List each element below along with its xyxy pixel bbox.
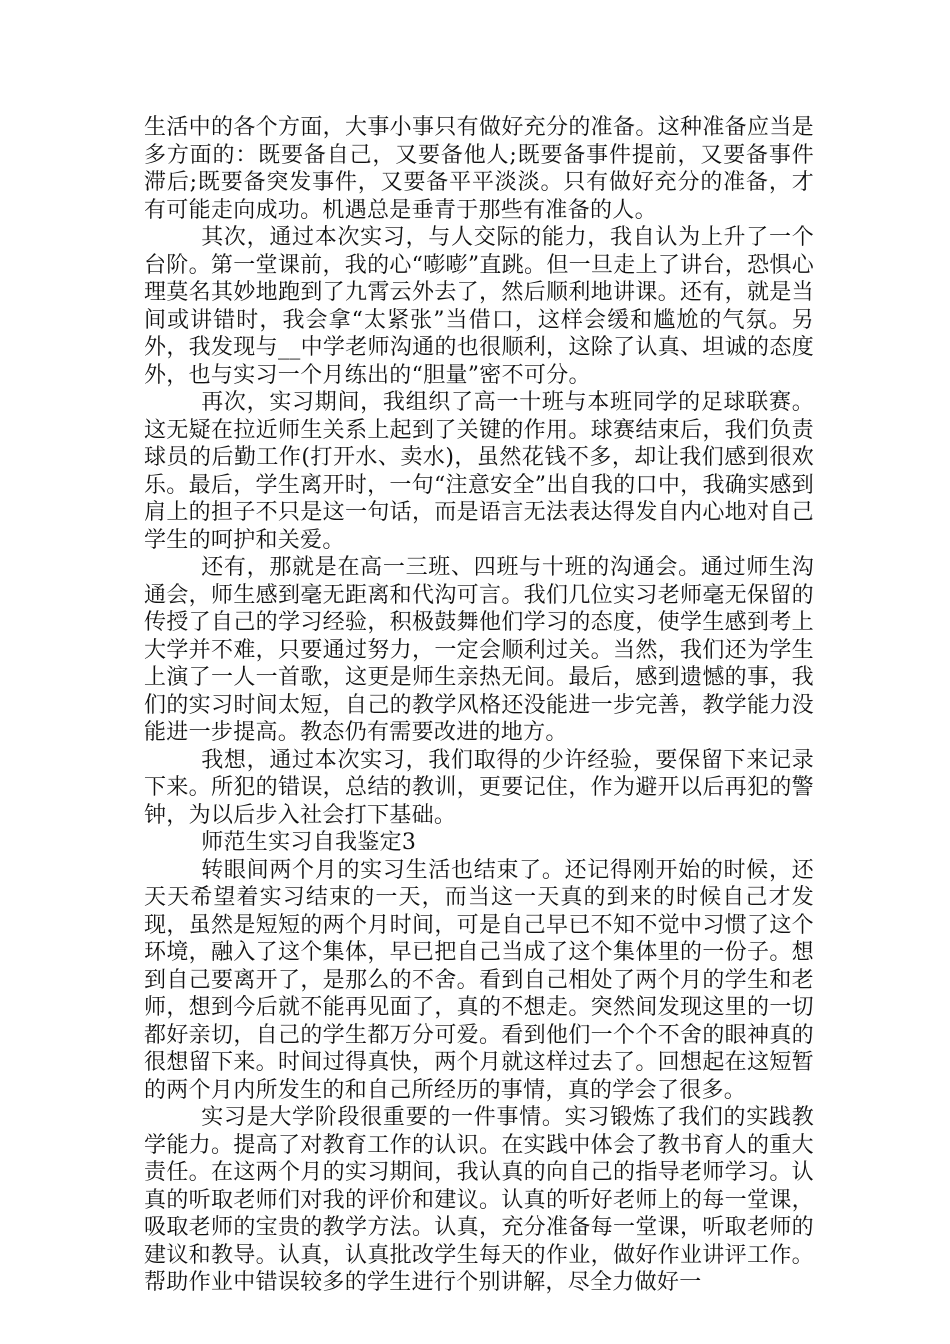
- paragraph-internship-end: 转眼间两个月的实习生活也结束了。还记得刚开始的时候，还天天希望着实习结束的一天，而当这一天真的到来的时候自己才发现，虽然是短短的两个月时间，可是自己早已不知不觉中习惯了这个环境，融入了这个集体，早已把自己当成了这个集体里的一份子。想到自己要离开了，是那么的不舍。看到自己相处了两个月的学生和老师，想到今后就不能再见面了，真的不想走。突然间发现这里的一切都好亲切，自己的学生都万分可爱。看到他们一个个不舍的眼神真的很想留下来。时间过得真快，两个月就这样过去了。回想起在这短暂的两个月内所发生的和自己所经历的事情，真的学会了很多。: [144, 857, 814, 1103]
- paragraph-internship-importance: 实习是大学阶段很重要的一件事情。实习锻炼了我们的实践教学能力。提高了对教育工作的认识。在实践中体会了教书育人的重大责任。在这两个月的实习期间，我认真的向自己的指导老师学习。认真的听取老师们对我的评价和建议。认真的听好老师上的每一堂课，吸取老师的宝贵的教学方法。认真，充分准备每一堂课，听取老师的建议和教导。认真，认真批改学生每天的作业，做好作业讲评工作。帮助作业中错误较多的学生进行个别讲解，尽全力做好一: [144, 1105, 814, 1295]
- document-body: [144, 114, 814, 1297]
- paragraph-communication-meeting: 还有，那就是在高一三班、四班与十班的沟通会。通过师生沟通会，师生感到毫无距离和代沟可言。我们几位实习老师毫无保留的传授了自己的学习经验，积极鼓舞他们学习的态度，使学生感到考上大学并不难，只要通过努力，一定会顺利过关。当然，我们还为学生上演了一人一首歌，这更是师生亲热无间。最后，感到遗憾的事，我们的实习时间太短，自己的教学风格还没能进一步完善，教学能力没能进一步提高。教态仍有需要改进的地方。: [144, 555, 814, 745]
- paragraph-football-match: 再次，实习期间，我组织了高一十班与本班同学的足球联赛。这无疑在拉近师生关系上起到了关键的作用。球赛结束后，我们负责球员的后勤工作(打开水、卖水)，虽然花钱不多，却让我们感到很欢乐。最后，学生离开时，一句“注意安全”出自我的口中，我确实感到肩上的担子不只是这一句话，而是语言无法表达得发自内心地对自己学生的呵护和关爱。: [144, 390, 814, 553]
- paragraph-conclusion: 我想，通过本次实习，我们取得的少许经验，要保留下来记录下来。所犯的错误，总结的教训，更要记住，作为避开以后再犯的警钟，为以后步入社会打下基础。: [144, 747, 814, 828]
- section-heading: 师范生实习自我鉴定3: [201, 830, 417, 855]
- paragraph-continuation: 生活中的各个方面，大事小事只有做好充分的准备。这种准备应当是多方面的：既要备自己，又要备他人;既要备事件提前，又要备事件滞后;既要备突发事件，又要备平平淡淡。只有做好充分的准备，才有可能走向成功。机遇总是垂青于那些有准备的人。: [144, 115, 814, 223]
- paragraph-communication-skills: 其次，通过本次实习，与人交际的能力，我自认为上升了一个台阶。第一堂课前，我的心“嘭嘭”直跳。但一旦走上了讲台，恐惧心理莫名其妙地跑到了九霄云外去了，然后顺利地讲课。还有，就是当间或讲错时，我会拿“太紧张”当借口，这样会缓和尴尬的气氛。另外，我发现与__中学老师沟通的也很顺利，这除了认真、坦诚的态度外，也与实习一个月练出的“胆量”密不可分。: [144, 225, 814, 388]
